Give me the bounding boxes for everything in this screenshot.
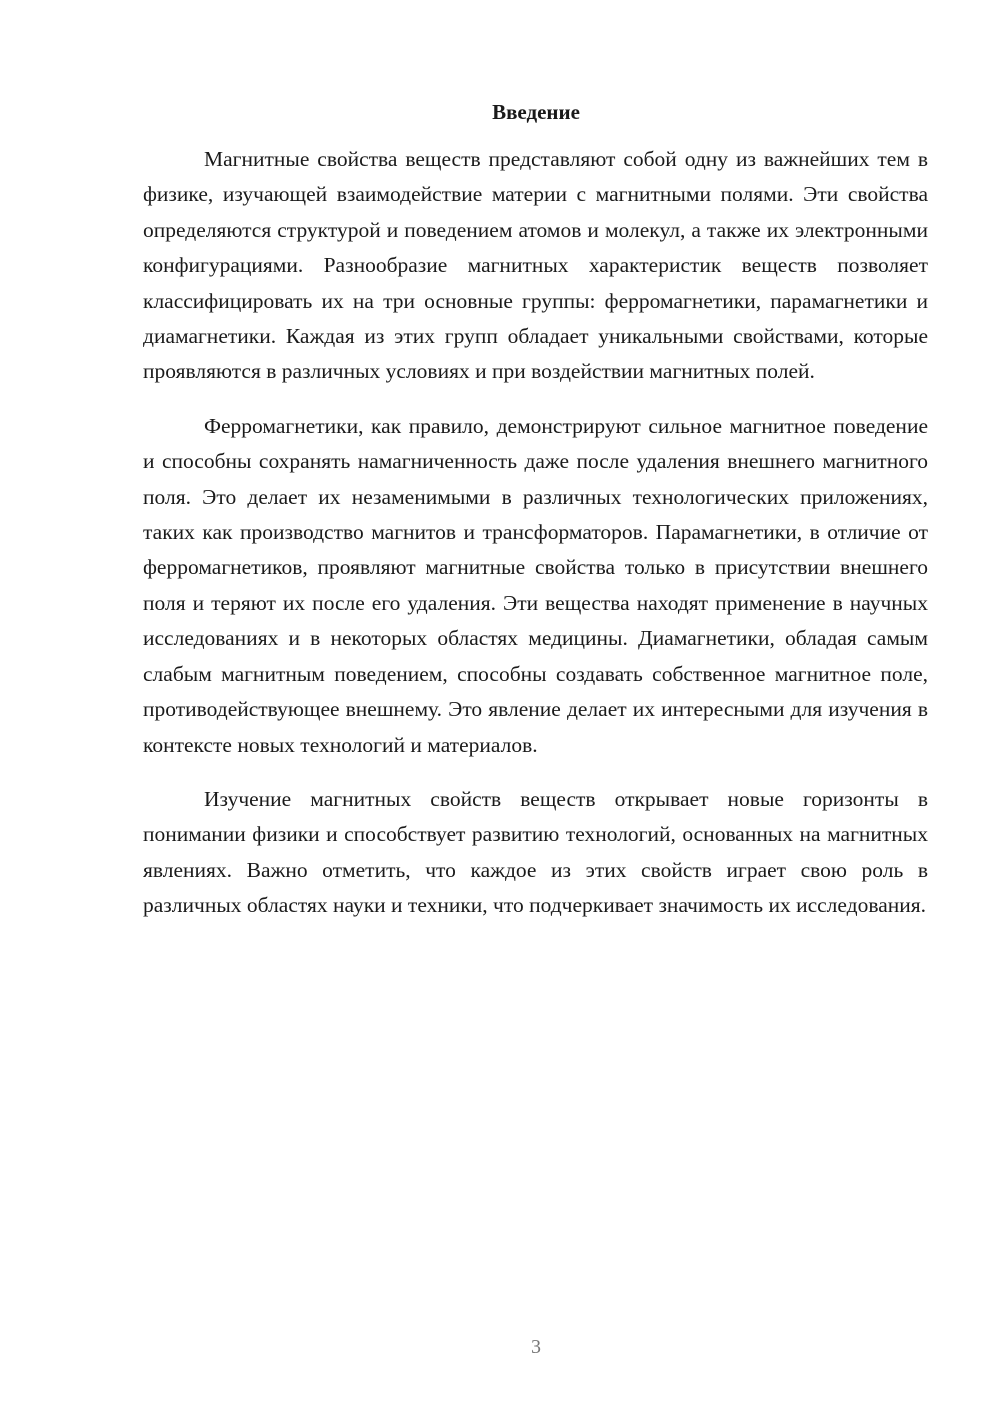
body-text — [143, 142, 928, 943]
page-number: 3 — [531, 1336, 541, 1358]
paragraph-conclusion: Изучение магнитных свойств веществ открывает новые горизонты в понимании физики и способствует развитию технологий, основанных на магнитных явлениях. Важно отметить, что каждое из этих свойств играет свою роль в различных областях науки и техники, что подчеркивает значимость их исследования. — [143, 786, 928, 918]
section-title: Введение — [492, 100, 580, 124]
paragraph-intro: Магнитные свойства веществ представляют собой одну из важнейших тем в физике, изучающей взаимодействие материи с магнитными полями. Эти свойства определяются структурой и поведением атомов и молекул, а также их электронными конфигурациями. Разнообразие магнитных характеристик веществ позволяет классифицировать их на три основные группы: ферромагнетики, парамагнетики и диамагнетики. Каждая из этих групп обладает уникальными свойствами, которые проявляются в различных условиях и при воздействии магнитных полей. — [143, 147, 928, 384]
paragraph-ferromagnetics: Ферромагнетики, как правило, демонстрируют сильное магнитное поведение и способны сохранять намагниченность даже после удаления внешнего магнитного поля. Это делает их незаменимыми в различных технологических приложениях, таких как производство магнитов и трансформаторов. Парамагнетики, в отличие от ферромагнетиков, проявляют магнитные свойства только в присутствии внешнего поля и теряют их после его удаления. Эти вещества находят применение в научных исследованиях и в некоторых областях медицины. Диамагнетики, обладая самым слабым магнитным поведением, способны создавать собственное магнитное поле, противодействующее внешнему. Это явление делает их интересными для изучения в контексте новых технологий и материалов. — [143, 413, 928, 757]
